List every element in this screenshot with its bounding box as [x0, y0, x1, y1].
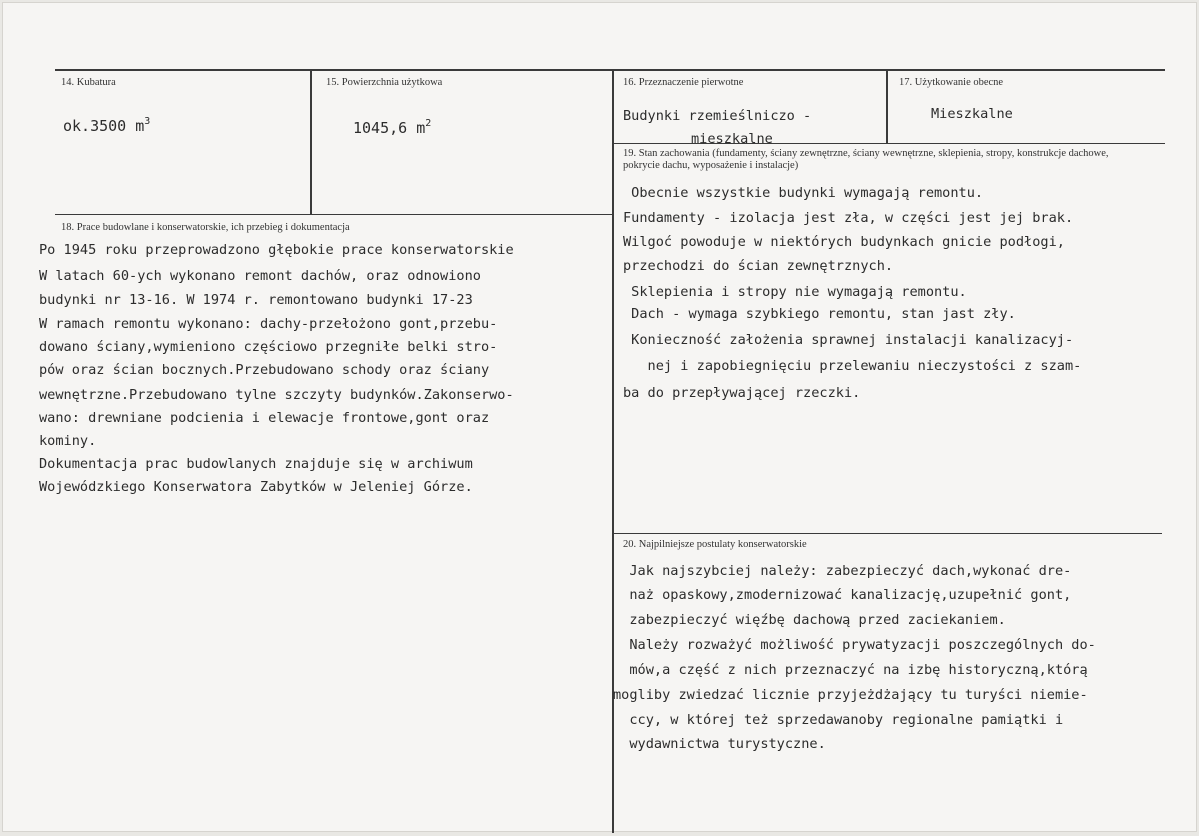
field-20-line: mogliby zwiedzać licznie przyjeżdżający tu turyści niemie- — [613, 687, 1088, 703]
field-14-unit-exponent: 3 — [144, 116, 151, 127]
field-18-line: Dokumentacja prac budowlanych znajduje się w archiwum — [39, 456, 473, 472]
field-18-line: kominy. — [39, 433, 97, 449]
field-19-line: Konieczność założenia sprawnej instalacji kanalizacyj- — [623, 332, 1074, 348]
rule-above-20 — [614, 533, 1162, 534]
divider-16-17 — [886, 69, 888, 143]
field-18-line: pów oraz ścian bocznych.Przebudowano schody oraz ściany — [39, 362, 490, 378]
field-20-line: mów,a część z nich przeznaczyć na izbę historyczną,którą — [613, 662, 1088, 678]
field-19-line: ba do przepływającej rzeczki. — [623, 385, 861, 401]
field-18-line: W ramach remontu wykonano: dachy-przełożono gont,przebu- — [39, 316, 498, 332]
field-20-line: Jak najszybciej należy: zabezpieczyć dach,wykonać dre- — [613, 563, 1072, 579]
field-18-line: Wojewódzkiego Konserwatora Zabytków w Jeleniej Górze. — [39, 479, 473, 495]
rule-above-18 — [55, 214, 614, 215]
field-20-line: naż opaskowy,zmodernizować kanalizację,uzupełnić gont, — [613, 587, 1072, 603]
inventory-card — [2, 2, 1197, 832]
field-19-line: Fundamenty - izolacja jest zła, w części jest jej brak. — [623, 210, 1074, 226]
field-19-line: Wilgoć powoduje w niektórych budynkach gnicie podłogi, — [623, 234, 1065, 250]
top-rule — [55, 69, 1165, 71]
field-20-line: ccy, w której też sprzedawanoby regionalne pamiątki i — [613, 712, 1064, 728]
field-19-line: Dach - wymaga szybkiego remontu, stan jast zły. — [623, 306, 1016, 322]
field-16-label: 16. Przeznaczenie pierwotne — [623, 77, 744, 88]
field-15-value: 1045,6 $m^2$ — [353, 118, 432, 137]
field-16-line: Budynki rzemieślniczo - — [623, 108, 812, 124]
field-18-line: Po 1945 roku przeprowadzono głębokie prace konserwatorskie — [39, 242, 514, 258]
field-19-line: Obecnie wszystkie budynki wymagają remontu. — [623, 185, 984, 201]
field-20-line: wydawnictwa turystyczne. — [613, 736, 826, 752]
field-18-label: 18. Prace budowlane i konserwatorskie, ich przebieg i dokumentacja — [61, 222, 350, 233]
field-14-label: 14. Kubatura — [61, 77, 116, 88]
field-14-value: ok.3500 $m^3$ — [63, 116, 151, 135]
field-18-line: W latach 60-ych wykonano remont dachów, oraz odnowiono — [39, 268, 481, 284]
field-18-line: budynki nr 13-16. W 1974 r. remontowano budynki 17-23 — [39, 292, 473, 308]
field-20-line: Należy rozważyć możliwość prywatyzacji poszczególnych do- — [613, 637, 1096, 653]
field-16-line: mieszkalne — [691, 131, 773, 147]
field-19-label: 19. Stan zachowania (fundamenty, ściany zewnętrzne, ściany wewnętrzne, sklepienia, stropy, konstrukcje dachowe, pokrycie dachu, wyposażenie i instalacje) — [623, 148, 1109, 171]
field-17-value: Mieszkalne — [931, 106, 1013, 122]
field-18-line: dowano ściany,wymieniono częściowo przegniłe belki stro- — [39, 339, 498, 355]
divider-14-15 — [310, 69, 312, 215]
field-18-line: wewnętrzne.Przebudowano tylne szczyty budynków.Zakonserwo- — [39, 387, 514, 403]
field-17-label: 17. Użytkowanie obecne — [899, 77, 1004, 88]
field-15-label: 15. Powierzchnia użytkowa — [326, 77, 443, 88]
field-20-line: zabezpieczyć więźbę dachową przed zaciekaniem. — [613, 612, 1006, 628]
field-18-line: wano: drewniane podcienia i elewacje frontowe,gont oraz — [39, 410, 490, 426]
field-19-line: przechodzi do ścian zewnętrznych. — [623, 258, 894, 274]
field-19-line: nej i zapobiegnięciu przelewaniu nieczystości z szam- — [623, 358, 1082, 374]
field-15-unit-exponent: 2 — [425, 118, 432, 129]
field-19-line: Sklepienia i stropy nie wymagają remontu. — [623, 284, 967, 300]
field-20-label: 20. Najpilniejsze postulaty konserwatorskie — [623, 539, 807, 550]
